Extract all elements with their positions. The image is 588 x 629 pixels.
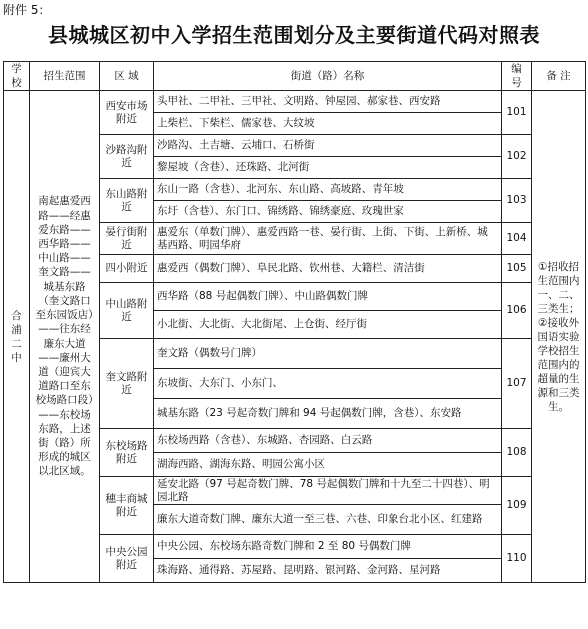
scope-cell: 南起惠爱西路——经惠爱东路——西华路——中山路——奎文路——城基东路（奎文路口至东园饭店）——往东经廉东大道——廉州大道（迎宾大道路口至东校场路口段）——东校场东路，上述街（路）所形成的城区以北区域。	[30, 91, 100, 583]
street-cell: 城基东路（23 号起奇数门牌和 94 号起偶数门牌，含巷）、东安路	[154, 399, 502, 429]
street-cell: 西华路（88 号起偶数门牌）、中山路偶数门牌	[154, 283, 502, 311]
area-cell: 晏行街附近	[100, 223, 154, 255]
street-cell: 东山一路（含巷）、北河东、东山路、高坡路、青年坡	[154, 179, 502, 201]
street-cell: 头甲社、二甲社、三甲社、文明路、钟屋园、郝家巷、西安路	[154, 91, 502, 113]
street-cell: 廉东大道奇数门牌、廉东大道一至三巷、六巷、印象台北小区、红建路	[154, 505, 502, 535]
area-cell: 沙路沟附近	[100, 135, 154, 179]
code-cell: 109	[502, 477, 532, 535]
street-cell: 黎屋坡（含巷）、还珠路、北河街	[154, 157, 502, 179]
code-cell: 107	[502, 339, 532, 429]
attachment-label: 附件 5：	[3, 3, 51, 17]
area-cell: 四小附近	[100, 255, 154, 283]
code-cell: 104	[502, 223, 532, 255]
street-cell: 小北街、大北街、大北街尾、上仓街、经厅街	[154, 311, 502, 339]
area-cell: 东山路附近	[100, 179, 154, 223]
header-area: 区 域	[100, 62, 154, 91]
table-header-row	[4, 62, 586, 91]
note-cell: ①招收招生范围内一、二、三类生；②接收外国语实验学校招生范围内的超量的生源和三类生。	[532, 91, 586, 583]
street-cell: 奎文路（偶数号门牌）	[154, 339, 502, 369]
enrollment-table	[3, 61, 586, 583]
street-cell: 上柴栏、下柴栏、儒家巷、大纹坡	[154, 113, 502, 135]
school-cell: 合浦二中	[4, 91, 30, 583]
area-cell: 奎文路附近	[100, 339, 154, 429]
street-cell: 中央公园、东校场东路奇数门牌和 2 至 80 号偶数门牌	[154, 535, 502, 559]
table-row	[4, 91, 586, 113]
code-cell: 105	[502, 255, 532, 283]
area-cell: 穗丰商城附近	[100, 477, 154, 535]
area-cell: 中山路附近	[100, 283, 154, 339]
area-cell: 中央公园附近	[100, 535, 154, 583]
header-scope: 招生范围	[30, 62, 100, 91]
street-cell: 东校场西路（含巷）、东城路、杏园路、白云路	[154, 429, 502, 453]
street-cell: 东坡街、大东门、小东门、	[154, 369, 502, 399]
code-cell: 102	[502, 135, 532, 179]
street-cell: 湖海西路、湖海东路、明园公寓小区	[154, 453, 502, 477]
street-cell: 延安北路（97 号起奇数门牌、78 号起偶数门牌和十九至二十四巷）、明园北路	[154, 477, 502, 505]
street-cell: 沙路沟、土吉塘、云埔口、石桥街	[154, 135, 502, 157]
street-cell: 惠爱东（单数门牌）、惠爱西路一巷、晏行街、上街、下街、上新桥、城基西路、明园华府	[154, 223, 502, 255]
header-streets: 街道（路）名称	[154, 62, 502, 91]
header-code: 编号	[502, 62, 532, 91]
code-cell: 110	[502, 535, 532, 583]
area-cell: 西安市场附近	[100, 91, 154, 135]
header-school: 学校	[4, 62, 30, 91]
street-cell: 珠海路、通得路、苏屋路、昆明路、银河路、金河路、星河路	[154, 559, 502, 583]
code-cell: 106	[502, 283, 532, 339]
code-cell: 101	[502, 91, 532, 135]
street-cell: 惠爱西（偶数门牌）、阜民北路、钦州巷、大籍栏、清洁街	[154, 255, 502, 283]
code-cell: 108	[502, 429, 532, 477]
page-title: 县城城区初中入学招生范围划分及主要街道代码对照表	[48, 23, 540, 47]
street-cell: 东圩（含巷）、东门口、锦绣路、锦绣豪庭、玫瑰世家	[154, 201, 502, 223]
header-note: 备 注	[532, 62, 586, 91]
area-cell: 东校场路附近	[100, 429, 154, 477]
code-cell: 103	[502, 179, 532, 223]
